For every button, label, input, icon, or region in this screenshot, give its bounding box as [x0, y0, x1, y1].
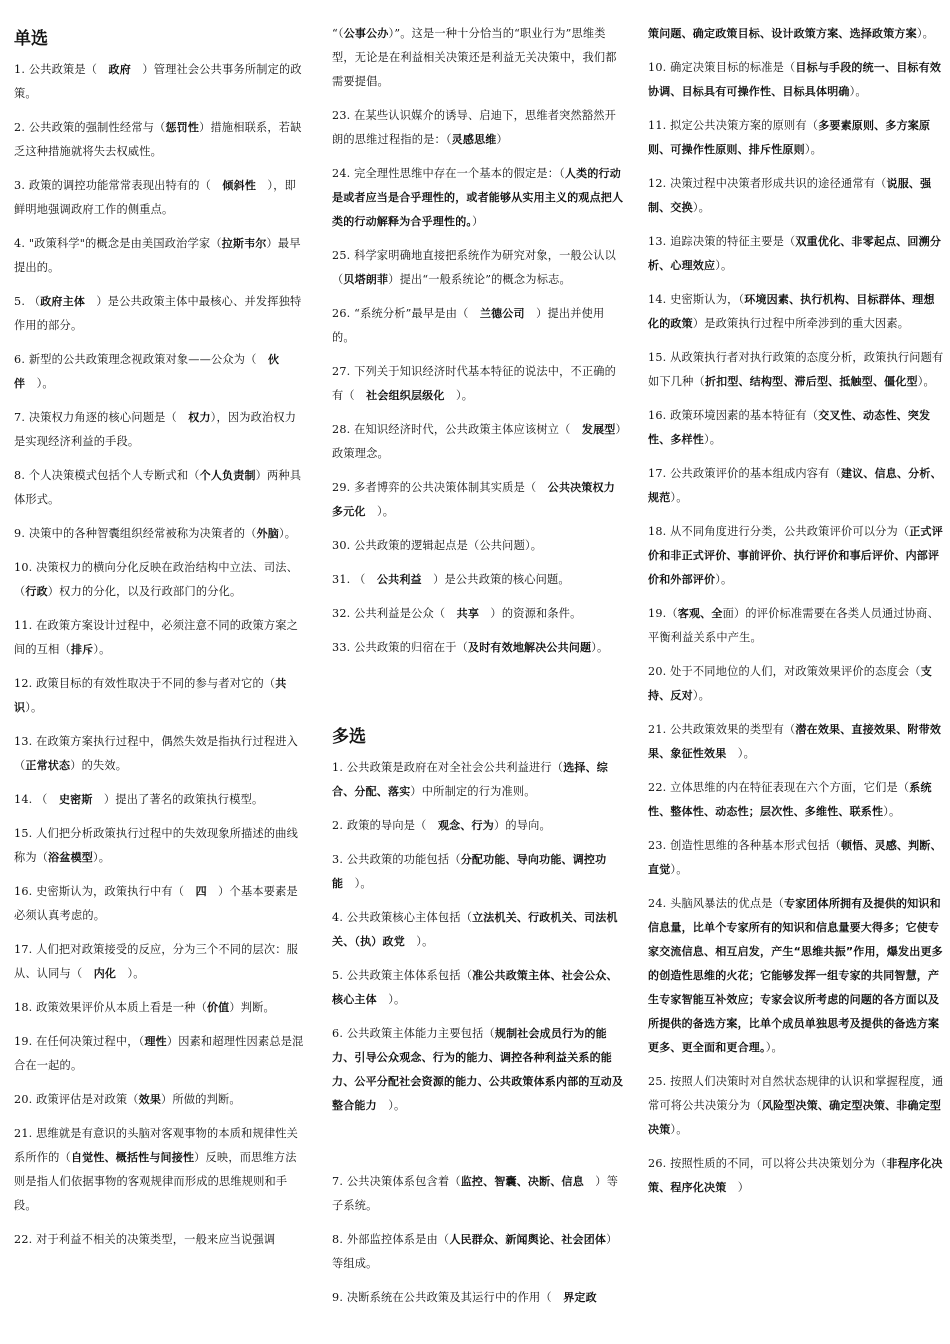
answer-text: 行政 [25, 585, 48, 598]
question-text: 29. 多者博弈的公共决策体制其实质是（ [332, 481, 548, 494]
question-text: ）。 [343, 877, 372, 890]
question-item [14, 1030, 304, 1078]
answer-text: 排斥 [70, 643, 94, 656]
question-text: ） [726, 1181, 750, 1194]
question-text: 18. 政策效果评价从本质上看是一种（ [14, 1001, 207, 1014]
question-text: 2. 公共政策的强制性经常与（ [14, 121, 166, 134]
question-text: ）。 [715, 573, 733, 586]
question-item [14, 938, 304, 986]
question-text: ）。 [704, 433, 722, 446]
question-item [648, 56, 944, 104]
question-item [332, 1022, 624, 1118]
answer-text: 正式评价和非正式评价、事前评价、执行评价和事后评价、内部评价和外部评价 [648, 525, 943, 586]
answer-text: 浴盆模型 [48, 851, 93, 864]
question-text: 25. 科学家明确地直接把系统作为研究对象，一般公认以（ [332, 249, 617, 286]
question-text: 16. 政策环境因素的基本特征有（ [648, 409, 819, 422]
answer-text: 效果 [138, 1093, 162, 1106]
question-text: 22. 对于利益不相关的决策类型，一般来应当说强调 [14, 1233, 276, 1246]
question-text: 11. 拟定公共决策方案的原则有（ [648, 119, 819, 132]
answer-text: 共享 [456, 607, 480, 620]
question-text: 32. 公共利益是公众（ [332, 607, 457, 620]
question-text: 12. 决策过程中决策者形成共识的途径通常有（ [648, 177, 887, 190]
question-text: 1. 公共政策是（ [14, 63, 109, 76]
question-text: ）提出并使用的。 [332, 307, 605, 344]
question-item [648, 1152, 944, 1200]
answer-text: 监控、智囊、决断、信息 [460, 1175, 584, 1188]
answer-text: 目标与手段的统一、目标有效协调、目标具有可操作性、目标具体明确 [648, 61, 942, 98]
question-item [14, 58, 304, 106]
question-text: ）判断。 [229, 1001, 275, 1014]
answer-text: 权力 [188, 411, 211, 424]
answer-text: 交叉性、动态性、突发性、多样性 [648, 409, 931, 446]
question-item [332, 814, 624, 838]
question-item [648, 834, 944, 882]
question-text: ）的导向。 [493, 819, 551, 832]
answer-text: 选择、综合、分配、落实 [332, 761, 609, 798]
question-item [14, 822, 304, 870]
question-text: ）两种具体形式。 [14, 469, 302, 506]
answer-text: 政府主体 [40, 295, 86, 308]
question-text: 3. 政策的调控功能常常表现出特有的（ [14, 179, 223, 192]
answer-text: 系统性、整体性、动态性；层次性、多维性、联系性 [648, 781, 932, 818]
question-item [648, 1070, 944, 1142]
question-text: 9. 决断系统在公共政策及其运行中的作用（ [332, 1291, 564, 1304]
answer-text: 贝塔朗菲 [343, 273, 389, 286]
answer-text: 策问题、确定政策目标、设计政策方案、选择政策方案 [648, 27, 917, 40]
question-text: 1. 公共政策是政府在对全社会公共利益进行（ [332, 761, 564, 774]
question-text: ）政策理念。 [332, 423, 622, 460]
question-text: 17. 公共政策评价的基本组成内容有（ [648, 467, 841, 480]
answer-text: 专家团体所拥有及提供的知识和信息量，比单个专家所有的知识和信息量要大得多；它使专家交流信息、相互启发，产生“思维共振”作用，爆发出更多的创造性思维的火花；它能够发挥一组专家的共同智慧，产生专家智能互补效应；专家会议所考虑的问题的各方面以及所提供的备选方案，比单个成员单独思考及提供的备选方案更多、更全面和更合理。 [648, 897, 943, 1054]
answer-text: 公共利益 [376, 573, 422, 586]
question-text: ）。 [25, 377, 54, 390]
question-text: ）。 [670, 491, 688, 504]
question-text: 4. "政策科学"的概念是由美国政治学家（ [14, 237, 222, 250]
question-item [648, 660, 944, 708]
answer-text: 双重优化、非零起点、回溯分析、心理效应 [648, 235, 942, 272]
question-item [648, 520, 944, 592]
question-text: ）。 [376, 1099, 406, 1112]
question-text: ）措施相联系，若缺乏这种措施就将失去权威性。 [14, 121, 302, 158]
question-item [14, 522, 304, 546]
answer-text: 兰德公司 [479, 307, 525, 320]
question-text: 24. 完全理性思维中存在一个基本的假定是：（ [332, 167, 565, 180]
question-item [648, 114, 944, 162]
question-text: 23. 在某些认识媒介的诱导、启迪下，思维者突然豁然开朗的思维过程指的是：（ [332, 109, 617, 146]
question-text: 21. 公共政策效果的类型有（ [648, 723, 796, 736]
question-text: 30. 公共政策的逻辑起点是（公共问题）。 [332, 539, 543, 552]
answer-text: 灵感思维 [451, 133, 497, 146]
answer-text: 立法机关、行政机关、司法机关、（执）政党 [332, 911, 618, 948]
question-text: ） [496, 133, 508, 146]
answer-text: 自觉性、概括性与间接性 [70, 1151, 195, 1164]
question-text: 33. 公共政策的归宿在于（ [332, 641, 469, 654]
question-text: 11. 在政策方案设计过程中，必须注意不同的政策方案之间的互相（ [14, 619, 299, 656]
question-item [648, 230, 944, 278]
question-text: 5. 公共政策主体体系包括（ [332, 969, 473, 982]
answer-text: 风险型决策、确定型决策、非确定型决策 [648, 1099, 942, 1136]
question-item [332, 906, 624, 954]
question-text: 20. 处于不同地位的人们，对政策效果评价的态度会（ [648, 665, 921, 678]
question-text: 2. 政策的导向是（ [332, 819, 438, 832]
answer-text: 多要素原则、多方案原则、可操作性原则、排斥性原则 [648, 119, 931, 156]
answer-text: 价值 [206, 1001, 230, 1014]
question-text: 25. 按照人们决策时对自然状态规律的认识和掌握程度，通常可将公共决策分为（ [648, 1075, 944, 1112]
question-item [332, 302, 624, 350]
answer-text: 折扣型、结构型、滞后型、抵触型、僵化型 [704, 375, 918, 388]
answer-text: 人民群众、新闻舆论、社会团体 [449, 1233, 607, 1246]
question-item [14, 1228, 304, 1252]
answer-text: 社会组织层级化 [366, 389, 445, 402]
question-text: 面）的评价标准需要在各类人员通过协商、平衡利益关系中产生。 [648, 607, 939, 644]
answer-text: 分配功能、导向功能、调控功能 [332, 853, 607, 890]
question-item [332, 756, 624, 804]
question-item [648, 288, 944, 336]
question-item [14, 290, 304, 338]
section-title-multi-choice: 多选 [332, 727, 366, 747]
question-text: ）。 [765, 1041, 783, 1054]
question-text: 28. 在知识经济时代，公共政策主体应该树立（ [332, 423, 582, 436]
question-text: ）等组成。 [332, 1233, 618, 1270]
question-text: 16. 史密斯认为，政策执行中有（ [14, 885, 196, 898]
answer-text: 拉斯韦尔 [221, 237, 267, 250]
question-item [14, 1088, 304, 1112]
question-text: 13. 在政策方案执行过程中，偶然失效是指执行过程进入（ [14, 735, 299, 772]
question-item [14, 788, 304, 812]
question-text: ）。 [692, 689, 710, 702]
question-text: 15. 人们把分析政策执行过程中的失效现象所描述的曲线称为（ [14, 827, 299, 864]
question-text: 8. 外部监控体系是由（ [332, 1233, 450, 1246]
question-text: ）因素和超理性因素总是混合在一起的。 [14, 1035, 304, 1072]
question-item [14, 174, 304, 222]
answer-text: 个人负责制 [199, 469, 256, 482]
question-item [14, 232, 304, 280]
question-text: 5. （ [14, 295, 41, 308]
question-text: 7. 公共决策体系包含着（ [332, 1175, 461, 1188]
question-text: 7. 决策权力角逐的核心问题是（ [14, 411, 189, 424]
question-text: 14. 史密斯认为，（ [648, 293, 745, 306]
answer-text: 史密斯 [58, 793, 93, 806]
question-item [14, 996, 304, 1020]
question-text: 14. （ [14, 793, 59, 806]
answer-text: 四 [195, 885, 207, 898]
answer-text: 公共决策权力多元化 [332, 481, 615, 518]
question-text: ）是公共政策的核心问题。 [421, 573, 570, 586]
question-text: 23. 创造性思维的各种基本形式包括（ [648, 839, 841, 852]
question-item [648, 172, 944, 220]
answer-text: 界定政 [563, 1291, 597, 1304]
question-item [14, 672, 304, 720]
answer-text: 倾斜性 [222, 179, 257, 192]
question-item [332, 636, 624, 660]
question-text: 6. 新型的公共政策理念视政策对象——公众为（ [14, 353, 268, 366]
question-item [648, 346, 944, 394]
question-text: 20. 政策评估是对政策（ [14, 1093, 139, 1106]
question-text: ）。 [93, 643, 111, 656]
question-text: ）是公共政策主体中最核心、并发挥独特作用的部分。 [14, 295, 302, 332]
question-item [332, 162, 624, 234]
question-item [648, 602, 944, 650]
question-text: 17. 人们把对政策接受的反应，分为三个不同的层次：服从、认同与（ [14, 943, 299, 980]
question-item [332, 1228, 624, 1276]
answer-text: 政府 [108, 63, 131, 76]
question-text: ），因为政治权力是实现经济利益的手段。 [14, 411, 297, 448]
question-text: ）管理社会公共事务所制定的政策。 [14, 63, 302, 100]
question-item [648, 22, 944, 46]
question-text: 4. 公共政策核心主体包括（ [332, 911, 473, 924]
answer-text: 正常状态 [25, 759, 71, 772]
question-text: ）。 [279, 527, 297, 540]
answer-text: 及时有效地解决公共问题 [468, 641, 592, 654]
question-text: ）。 [444, 389, 474, 402]
question-text: ）权力的分化，以及行政部门的分化。 [47, 585, 242, 598]
question-item [648, 776, 944, 824]
question-text: 6. 公共政策主体能力主要包括（ [332, 1027, 495, 1040]
question-text: 15. 从政策执行者对执行政策的态度分析，政策执行问题有如下几种（ [648, 351, 944, 388]
question-item [332, 22, 624, 94]
question-text: ）的失效。 [70, 759, 128, 772]
question-text: ）。 [917, 375, 935, 388]
question-text: ）。 [92, 851, 111, 864]
question-item [648, 404, 944, 452]
answer-text: 规制社会成员行为的能力、引导公众观念、行为的能力、调控各种利益关系的能力、公平分配社会资源的能力、公共政策体系内部的互动及整合能力 [332, 1027, 624, 1112]
answer-text: 观念、行为 [437, 819, 494, 832]
question-text: ）。 [715, 259, 733, 272]
question-item [14, 1122, 304, 1218]
question-text: ）提出“一般系统论”的概念为标志。 [388, 273, 571, 286]
answer-text: 环境因素、执行机构、目标群体、理想化的政策 [648, 293, 935, 330]
question-item [332, 1170, 624, 1218]
question-item [332, 602, 624, 626]
question-text: “（ [332, 27, 344, 40]
question-text: 13. 追踪决策的特征主要是（ [648, 235, 796, 248]
question-item [332, 964, 624, 1012]
question-text: 18. 从不同角度进行分类，公共政策评价可以分为（ [648, 525, 910, 538]
question-item [332, 848, 624, 896]
answer-text: 内化 [93, 967, 117, 980]
question-text: ）中所制定的行为准则。 [410, 785, 536, 798]
question-item [332, 568, 624, 592]
question-text: ）”。这是一种十分恰当的“职业行为”思维类型，无论是在利益相关决策还是利益无关决策中，我们都需要提倡。 [332, 27, 617, 88]
question-text: ）。 [376, 993, 406, 1006]
question-text: 27. 下列关于知识经济时代基本特征的说法中，不正确的有（ [332, 365, 617, 402]
question-item [14, 464, 304, 512]
answer-text: 发展型 [581, 423, 616, 436]
question-text: ）。 [670, 863, 688, 876]
answer-text: 外脑 [256, 527, 279, 540]
question-text: ）。 [692, 201, 710, 214]
question-item [14, 116, 304, 164]
question-item [14, 880, 304, 928]
question-text: ），即鲜明地强调政府工作的侧重点。 [14, 179, 296, 216]
question-item [14, 348, 304, 396]
question-text: 22. 立体思维的内在特征表现在六个方面，它们是（ [648, 781, 910, 794]
question-text: ）。 [404, 935, 434, 948]
question-text: ）最早提出的。 [14, 237, 301, 274]
question-item [332, 476, 624, 524]
question-text: ） [472, 215, 484, 228]
question-text: ）。 [916, 27, 934, 40]
question-item [648, 718, 944, 766]
question-text: ）个基本要素是必须认真考虑的。 [14, 885, 298, 922]
question-item [332, 104, 624, 152]
question-item [14, 614, 304, 662]
question-text: ）。 [670, 1123, 688, 1136]
question-item [648, 892, 944, 1060]
question-text: 19.（ [648, 607, 678, 620]
question-text: 9. 决策中的各种智囊组织经常被称为决策者的（ [14, 527, 257, 540]
question-text: ）。 [849, 85, 867, 98]
answer-text: 潜在效果、直接效果、附带效果、象征性效果 [648, 723, 942, 760]
question-item [648, 462, 944, 510]
answer-text: 伙伴 [14, 353, 280, 390]
question-text: ）。 [726, 747, 755, 760]
question-text: 8. 个人决策模式包括个人专断式和（ [14, 469, 200, 482]
answer-text: 顿悟、灵感、判断、直觉 [648, 839, 942, 876]
question-text: ）。 [25, 701, 43, 714]
question-text: 3. 公共政策的功能包括（ [332, 853, 461, 866]
question-item [332, 360, 624, 408]
answer-text: 共识 [14, 677, 287, 714]
question-text: 10. 决策权力的横向分化反映在政治结构中立法、司法、（ [14, 561, 299, 598]
question-item [14, 730, 304, 778]
answer-text: 支持、反对 [648, 665, 932, 702]
question-text: ）。 [116, 967, 145, 980]
question-text: ）的资源和条件。 [479, 607, 582, 620]
question-text: 21. 思维就是有意识的头脑对客观事物的本质和规律性关系所作的（ [14, 1127, 299, 1164]
answer-text: 理性 [144, 1035, 167, 1048]
question-text: ）反映，而思维方法则是指人们依据事物的客观规律而形成的思维规则和手段。 [14, 1151, 297, 1212]
answer-text: 惩罚性 [165, 121, 200, 134]
question-item [14, 406, 304, 454]
question-text: ）。 [883, 805, 901, 818]
section-title-single-choice: 单选 [14, 29, 48, 49]
question-item [332, 418, 624, 466]
question-text: 26. 按照性质的不同，可以将公共决策划分为（ [648, 1157, 887, 1170]
answer-text: 说服、强制、交换 [648, 177, 932, 214]
answer-text: 公事公办 [343, 27, 389, 40]
question-text: 10. 确定决策目标的标准是（ [648, 61, 796, 74]
answer-text: 非程序化决策、程序化决策 [648, 1157, 943, 1194]
question-text: ）。 [804, 143, 822, 156]
question-text: 19. 在任何决策过程中，（ [14, 1035, 145, 1048]
question-text: ）等子系统。 [332, 1175, 619, 1212]
question-text: ）提出了著名的政策执行模型。 [92, 793, 264, 806]
question-item [332, 244, 624, 292]
answer-text: 客观、全 [677, 607, 723, 620]
question-text: ）。 [365, 505, 395, 518]
question-text: 26. “系统分析”最早是由（ [332, 307, 480, 320]
answer-text: 人类的行动是或者应当是合乎理性的，或者能够从实用主义的观点把人类的行动解释为合乎理性的。 [332, 167, 624, 228]
question-text: 31. （ [332, 573, 377, 586]
question-text: 24. 头脑风暴法的优点是（ [648, 897, 785, 910]
question-item [332, 1286, 624, 1310]
answer-text: 建议、信息、分析、规范 [648, 467, 942, 504]
question-text: 12. 政策目标的有效性取决于不同的参与者对它的（ [14, 677, 276, 690]
question-text: ）。 [591, 641, 609, 654]
question-text: ）所做的判断。 [161, 1093, 241, 1106]
question-text: ）是政策执行过程中所牵涉到的重大因素。 [692, 317, 910, 330]
question-item [14, 556, 304, 604]
answer-text: 准公共政策主体、社会公众、核心主体 [332, 969, 618, 1006]
question-item [332, 534, 624, 558]
